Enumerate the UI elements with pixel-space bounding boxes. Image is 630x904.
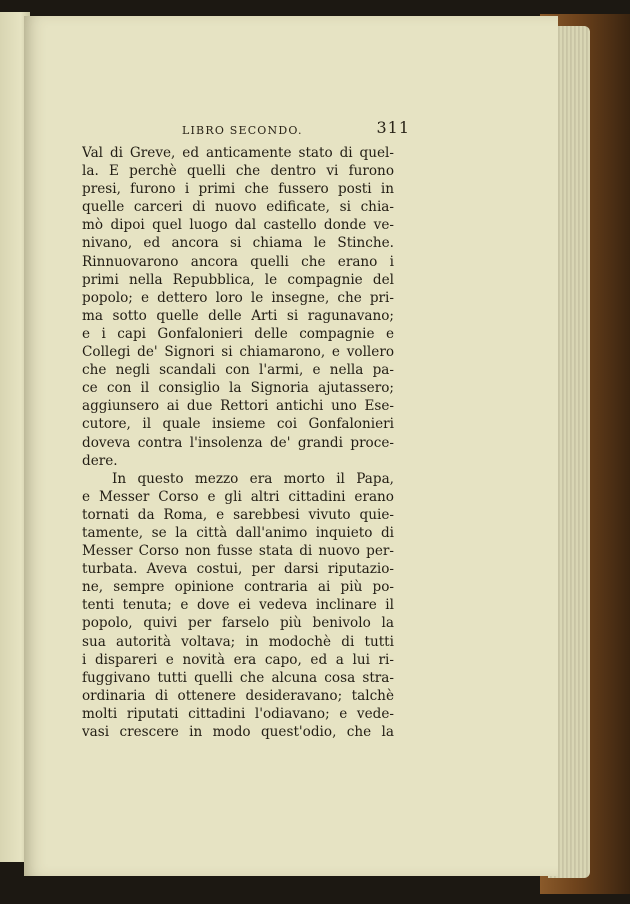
text-line: popolo, quivi per farselo più benivolo la — [82, 615, 394, 632]
text-line: turbata. Aveva costui, per darsi riputazio- — [82, 561, 394, 578]
text-line: dere. — [82, 452, 118, 469]
text-line: primi nella Repubblica, le compagnie del — [82, 271, 394, 288]
text-line: Val di Greve, ed anticamente stato di quel- — [82, 145, 394, 161]
text-line: e i capi Gonfalonieri delle compagnie e — [82, 325, 394, 342]
text-line: tornati da Roma, e sarebbesi vivuto quie- — [82, 506, 394, 523]
text-line: nivano, ed ancora si chiama le Stinche. — [82, 235, 394, 252]
text-line: cutore, il quale insieme coi Gonfalonieri — [82, 416, 394, 433]
text-line: ce con il consiglio la Signoria ajutassero; — [82, 380, 394, 397]
running-head: LIBRO SECONDO. — [182, 124, 303, 137]
text-line: molti riputati cittadini l'odiavano; e vede- — [82, 705, 394, 722]
page-number: 311 — [376, 118, 410, 137]
text-line: ma sotto quelle delle Arti si ragunavano; — [82, 307, 394, 324]
text-line: popolo; e dettero loro le insegne, che pri- — [82, 289, 394, 306]
text-line: sua autorità voltava; in modochè di tutti — [82, 633, 394, 650]
text-line: e Messer Corso e gli altri cittadini erano — [82, 488, 394, 505]
text-line: che negli scandali con l'armi, e nella pa- — [82, 362, 394, 379]
text-line: In questo mezzo era morto il Papa, — [112, 470, 394, 487]
text-line: ordinaria di ottenere desideravano; talchè — [82, 687, 394, 704]
text-line: Messer Corso non fusse stata di nuovo per- — [82, 543, 394, 560]
text-line: ne, sempre opinione contraria ai più po- — [82, 579, 394, 596]
text-line: mò dipoi quel luogo dal castello donde ve- — [82, 217, 394, 234]
text-line: tamente, se la città dall'animo inquieto di — [82, 524, 394, 541]
text-line: quelle carceri di nuovo edificate, si chia- — [82, 199, 394, 216]
text-line: tenti tenuta; e dove ei vedeva inclinare il — [82, 597, 394, 614]
text-line: i dispareri e novità era capo, ed a lui ri- — [82, 651, 394, 668]
text-line: fuggivano tutti quelli che alcuna cosa stra- — [82, 669, 394, 686]
page-header — [156, 118, 410, 144]
text-line: la. E perchè quelli che dentro vi furono — [82, 163, 394, 180]
text-line: Rinnuovarono ancora quelli che erano i — [82, 253, 394, 270]
text-line: presi, furono i primi che fussero posti in — [82, 181, 394, 198]
text-line: Collegi de' Signori si chiamarono, e vollero — [82, 344, 394, 361]
body-text — [82, 144, 394, 741]
text-line: doveva contra l'insolenza de' grandi proce- — [82, 434, 394, 451]
text-line: vasi crescere in modo quest'odio, che la — [82, 724, 394, 740]
text-line: aggiunsero ai due Rettori antichi uno Ese- — [82, 398, 394, 415]
